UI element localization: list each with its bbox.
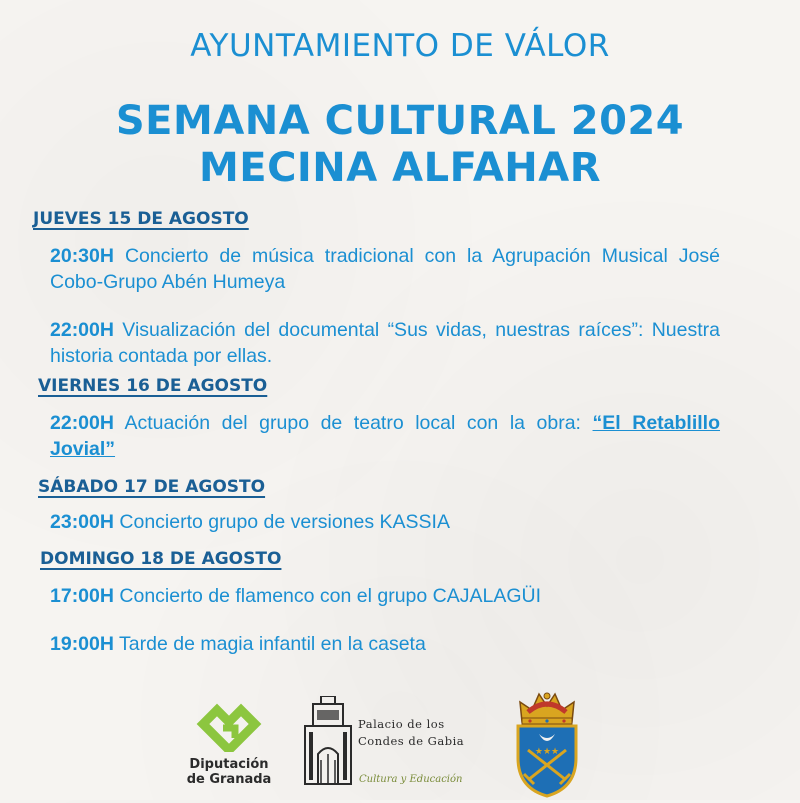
diputacion-logo <box>184 700 274 787</box>
svg-text:★★★: ★★★ <box>534 747 560 757</box>
coat-of-arms-icon <box>512 688 582 798</box>
palacio-logo <box>303 694 473 794</box>
event-text: Tarde de magia infantil en la caseta <box>119 633 426 655</box>
event-text: Concierto de música tradicional con la Agrupación Musical José Cobo-Grupo Abén Humeya <box>50 245 721 293</box>
event-item <box>50 243 720 295</box>
event-item <box>50 583 720 609</box>
event-text: Visualización del documental “Sus vidas, nuestras raíces”: Nuestra historia contada por ellas. <box>50 319 720 367</box>
event-item <box>50 631 720 657</box>
diputacion-name-line2: de Granada <box>186 772 272 787</box>
event-time: 23:00H <box>50 511 114 533</box>
play-title: “El Retablillo Jovial” <box>50 412 721 460</box>
coat-of-arms-logo <box>512 688 582 798</box>
event-time: 17:00H <box>50 585 114 607</box>
palacio-building-icon <box>303 696 353 786</box>
event-item <box>50 317 720 369</box>
day-heading-viernes: VIERNES 16 DE AGOSTO <box>38 376 268 396</box>
day-heading-jueves: JUEVES 15 DE AGOSTO <box>33 209 249 229</box>
event-item <box>50 509 720 535</box>
palacio-name <box>358 716 464 750</box>
event-time: 20:30H <box>50 245 114 267</box>
day-heading-domingo: DOMINGO 18 DE AGOSTO <box>40 549 282 569</box>
organization-name: AYUNTAMIENTO DE VÁLOR <box>190 28 610 64</box>
event-text: Actuación del grupo de teatro local con la obra: <box>124 412 581 434</box>
diputacion-name-line1: Diputación <box>189 757 269 772</box>
sponsor-logos <box>0 680 800 800</box>
event-item <box>50 410 720 462</box>
palacio-name-line1: Palacio de los <box>358 717 445 731</box>
event-time: 22:00H <box>50 319 114 341</box>
event-text: Concierto de flamenco con el grupo CAJALAGÜI <box>119 585 542 607</box>
palacio-tagline: Cultura y Educación <box>359 774 463 785</box>
event-title: SEMANA CULTURAL 2024 <box>115 98 685 144</box>
event-location: MECINA ALFAHAR <box>198 145 602 191</box>
event-time: 19:00H <box>50 633 114 655</box>
day-heading-sabado: SÁBADO 17 DE AGOSTO <box>38 477 266 497</box>
event-time: 22:00H <box>50 412 114 434</box>
diputacion-emblem-icon <box>193 700 265 752</box>
event-text: Concierto grupo de versiones KASSIA <box>119 511 450 533</box>
palacio-name-line2: Condes de Gabia <box>358 734 465 748</box>
